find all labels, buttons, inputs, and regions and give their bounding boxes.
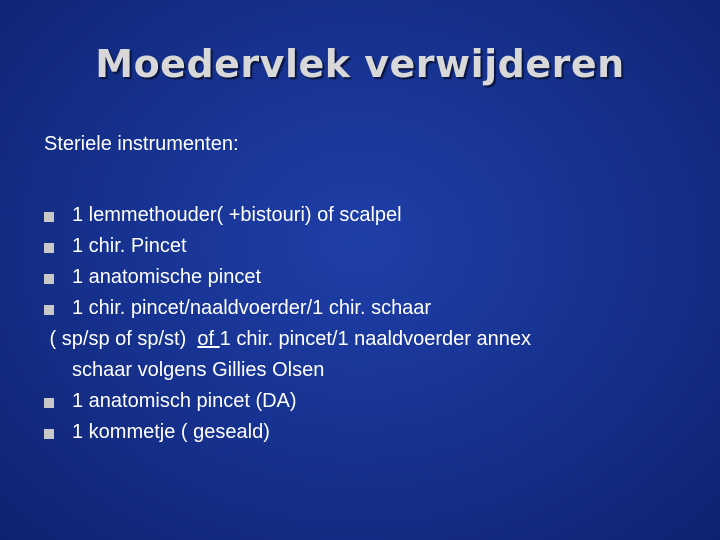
square-bullet-icon xyxy=(44,429,54,439)
bullet-item xyxy=(44,417,684,448)
continuation-second-line: schaar volgens Gillies Olsen xyxy=(72,359,325,381)
bullet-text: 1 kommetje ( geseald) xyxy=(72,421,270,443)
bullet-text: 1 anatomisch pincet (DA) xyxy=(72,390,297,412)
square-bullet-icon xyxy=(44,212,54,222)
bullet-item xyxy=(44,200,684,231)
subheading: Steriele instrumenten: xyxy=(44,133,239,155)
continuation-before: ( sp/sp of sp/st) xyxy=(44,328,198,350)
bullet-list xyxy=(44,200,684,448)
square-bullet-icon xyxy=(44,274,54,284)
bullet-text: 1 chir. Pincet xyxy=(72,235,187,257)
bullet-item xyxy=(44,293,684,324)
bullet-text: 1 lemmethouder( +bistouri) of scalpel xyxy=(72,204,402,226)
continuation-line-2 xyxy=(44,355,684,386)
bullet-item xyxy=(44,231,684,262)
square-bullet-icon xyxy=(44,305,54,315)
bullet-text: 1 anatomische pincet xyxy=(72,266,262,288)
square-bullet-icon xyxy=(44,398,54,408)
bullet-item xyxy=(44,262,684,293)
bullet-item xyxy=(44,386,684,417)
continuation-text xyxy=(44,324,531,355)
bullet-text: 1 chir. pincet/naaldvoerder/1 chir. schaar xyxy=(72,297,432,319)
square-bullet-icon xyxy=(44,243,54,253)
slide-title: Moedervlek verwijderen xyxy=(95,42,625,86)
continuation-underlined: of xyxy=(197,328,220,350)
continuation-after: 1 chir. pincet/1 naaldvoerder annex xyxy=(219,328,531,350)
continuation-line xyxy=(44,324,684,355)
